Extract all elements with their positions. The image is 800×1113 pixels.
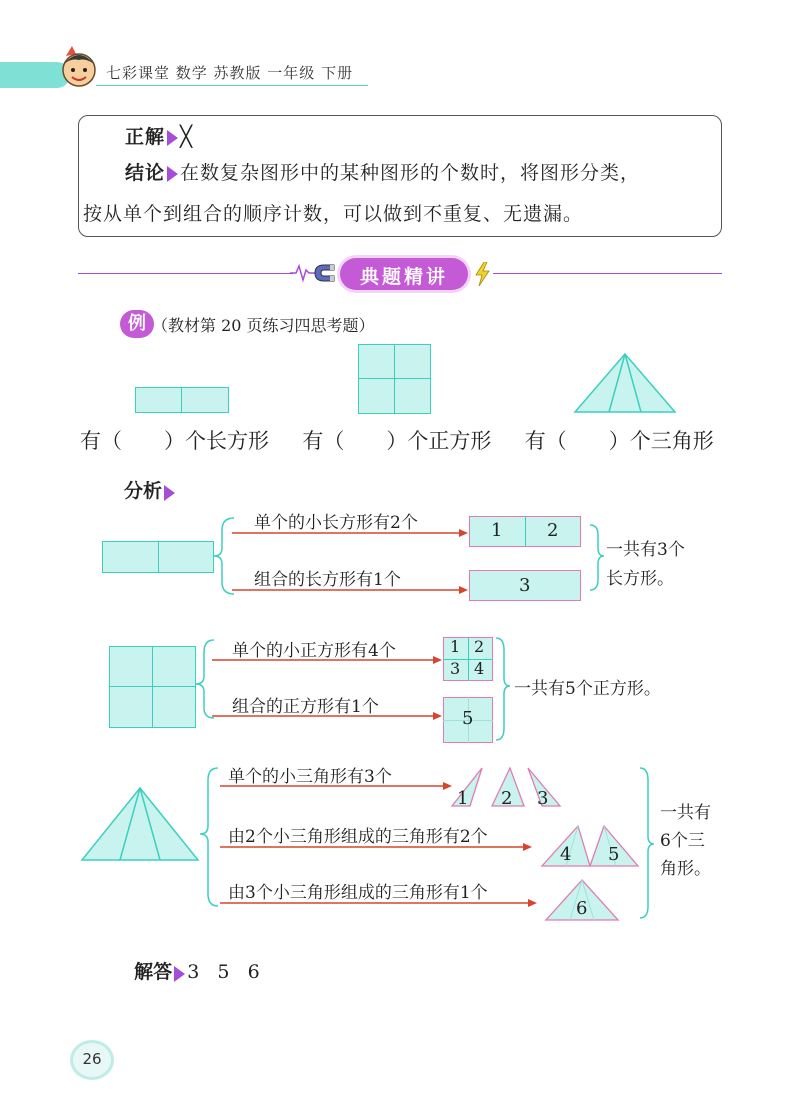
header-underline bbox=[96, 85, 368, 86]
lightning-icon bbox=[474, 262, 490, 286]
header-title: 七彩课堂 数学 苏教版 一年级 下册 bbox=[106, 64, 354, 82]
q-square-open: 有（ bbox=[302, 429, 345, 453]
pointer-icon bbox=[174, 966, 185, 982]
rect-total-2: 长方形。 bbox=[606, 569, 674, 589]
rect-num-2: 2 bbox=[547, 520, 559, 541]
rect-num-3: 3 bbox=[519, 575, 531, 596]
conclusion-text-1: 在数复杂图形中的某种图形的个数时，将图形分类， bbox=[180, 162, 641, 184]
square-figure-vline bbox=[152, 646, 153, 728]
solution-values: 3 5 6 bbox=[187, 961, 260, 983]
conclusion-row-1 bbox=[125, 151, 640, 195]
summary-box bbox=[78, 115, 722, 237]
square-num-2: 2 bbox=[474, 637, 485, 656]
rect-single-text: 单个的小长方形有2个 bbox=[254, 513, 418, 533]
page-number: 26 bbox=[82, 1050, 102, 1068]
solution-row bbox=[124, 938, 260, 984]
rect-single-divider bbox=[525, 516, 526, 547]
rect-combo-text: 组合的长方形有1个 bbox=[254, 570, 401, 590]
triangle-single-text: 单个的小三角形有3个 bbox=[228, 767, 392, 787]
divider-line-right bbox=[493, 273, 722, 274]
triangle-num-6: 6 bbox=[576, 898, 588, 919]
question-row bbox=[80, 425, 714, 455]
pointer-icon bbox=[167, 130, 178, 146]
example-square-hline bbox=[358, 378, 431, 379]
triangle-num-4: 4 bbox=[560, 844, 572, 865]
triangle-num-2: 2 bbox=[501, 788, 513, 809]
triangle-total-1: 一共有 bbox=[660, 803, 711, 823]
square-figure-hline bbox=[109, 686, 196, 687]
square-num-3: 3 bbox=[450, 659, 461, 678]
example-square-vline bbox=[394, 344, 395, 414]
q-rect-open: 有（ bbox=[80, 429, 122, 453]
triangle-num-3: 3 bbox=[537, 788, 549, 809]
conclusion-label: 结论 bbox=[125, 162, 166, 184]
solution-label: 解答 bbox=[134, 961, 173, 983]
square-num-4: 4 bbox=[474, 659, 485, 678]
analysis-label: 分析 bbox=[124, 480, 163, 502]
example-triangle bbox=[573, 352, 677, 414]
triangle-total-2: 6个三 bbox=[660, 831, 705, 851]
section-title: 典题精讲 bbox=[359, 266, 448, 288]
square-single-text: 单个的小正方形有4个 bbox=[232, 641, 396, 661]
square-total: 一共有5个正方形。 bbox=[514, 679, 661, 699]
triangle-total-3: 角形。 bbox=[660, 859, 711, 879]
triangle-num-1: 1 bbox=[457, 788, 469, 809]
q-triangle-open: 有（ bbox=[524, 429, 567, 453]
pointer-icon bbox=[164, 485, 175, 501]
magnet-icon bbox=[312, 262, 338, 284]
square-num-5: 5 bbox=[462, 708, 474, 729]
square-num-1: 1 bbox=[450, 637, 461, 656]
analysis-heading bbox=[124, 476, 177, 503]
answer-label: 正解 bbox=[125, 126, 166, 148]
conclusion-row-2 bbox=[83, 192, 583, 236]
q-square-close: ）个正方形 bbox=[386, 429, 492, 453]
triangle-num-5: 5 bbox=[608, 844, 620, 865]
rect-figure-divider bbox=[158, 541, 159, 573]
answer-mark: ╳ bbox=[180, 124, 194, 148]
example-source: （教材第 20 页练习四思考题） bbox=[152, 316, 375, 335]
triangle-triple-text: 由3个小三角形组成的三角形有1个 bbox=[228, 883, 488, 903]
rect-total-1: 一共有3个 bbox=[606, 540, 685, 560]
q-triangle-close: ）个三角形 bbox=[608, 429, 714, 453]
mascot-icon bbox=[56, 42, 102, 94]
pointer-icon bbox=[167, 166, 178, 182]
divider-line-left bbox=[78, 273, 293, 274]
triangle-double-text: 由2个小三角形组成的三角形有2个 bbox=[228, 827, 488, 847]
example-rectangle-divider bbox=[181, 387, 182, 413]
rect-num-1: 1 bbox=[491, 520, 503, 541]
q-rect-close: ）个长方形 bbox=[164, 429, 269, 453]
example-badge: 例 bbox=[120, 310, 154, 338]
example-rectangle bbox=[135, 387, 229, 413]
square-combo-text: 组合的正方形有1个 bbox=[232, 697, 379, 717]
triangle-figure bbox=[80, 786, 200, 862]
conclusion-text-2: 按从单个到组合的顺序计数，可以做到不重复、无遗漏。 bbox=[83, 203, 584, 225]
